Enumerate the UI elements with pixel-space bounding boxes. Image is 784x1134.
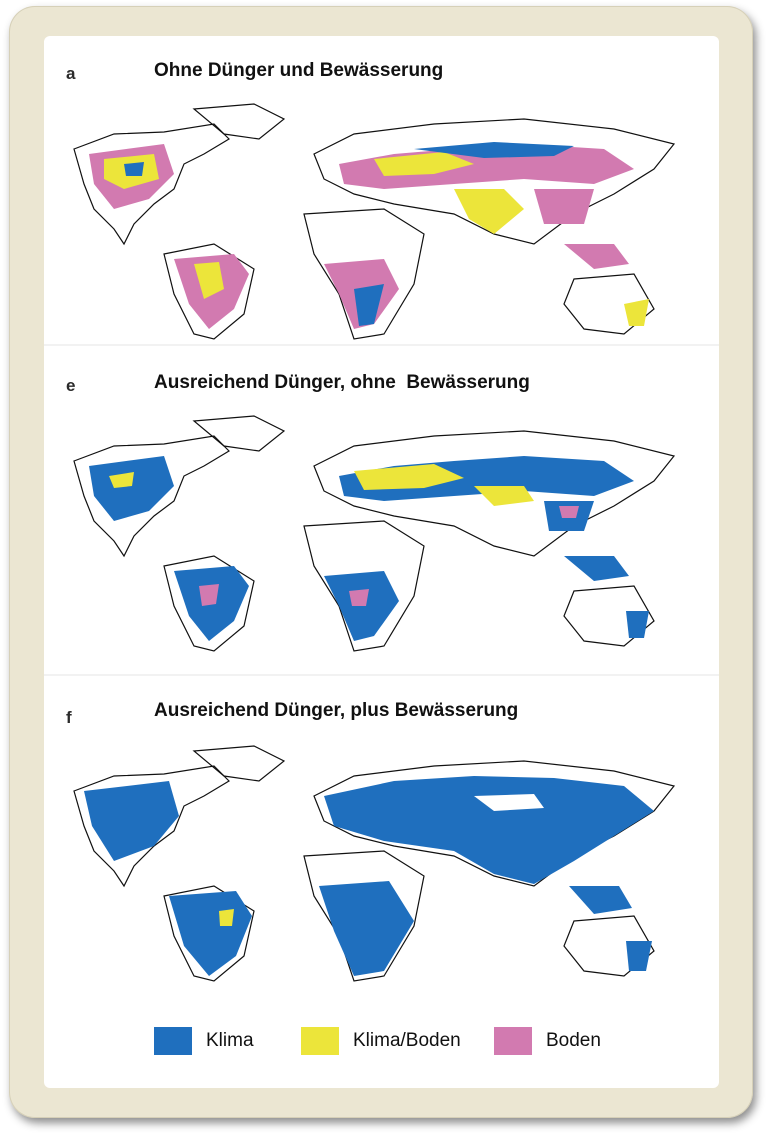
figure-card [44, 36, 719, 1088]
panel-f [44, 676, 719, 1018]
panel-letter: f [66, 708, 72, 727]
panel-letter: e [66, 376, 76, 395]
map-fill-patches [84, 776, 654, 976]
legend-item-klima [154, 1024, 254, 1058]
legend-swatch [301, 1027, 339, 1055]
world-map-e [54, 406, 709, 656]
world-map-f [54, 736, 709, 986]
legend-item-klima-boden [301, 1024, 461, 1058]
panel-title: Ausreichend Dünger, ohne Bewässerung [154, 372, 530, 393]
panel-title: Ohne Dünger und Bewässerung [154, 60, 444, 81]
legend-label: Boden [546, 1030, 601, 1051]
legend-label: Klima [206, 1030, 254, 1051]
world-map-a [54, 94, 709, 344]
legend-item-boden [494, 1024, 601, 1058]
map-legend [44, 1024, 719, 1058]
panel-e [44, 346, 719, 676]
panel-title: Ausreichend Dünger, plus Bewässerung [154, 700, 519, 721]
panel-a [44, 36, 719, 346]
panel-letter: a [66, 64, 76, 83]
legend-swatch [494, 1027, 532, 1055]
legend-label: Klima/Boden [353, 1030, 461, 1051]
legend-swatch [154, 1027, 192, 1055]
